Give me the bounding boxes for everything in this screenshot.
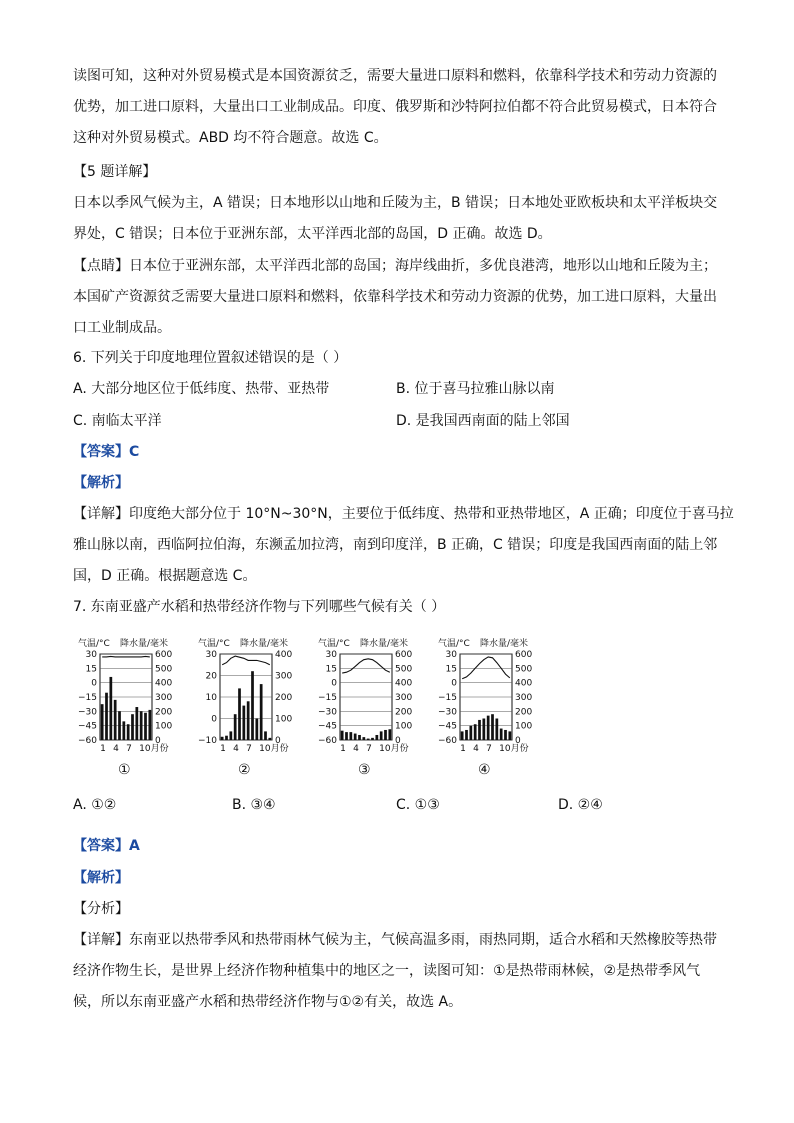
month-tick-label: 7 — [486, 744, 492, 754]
month-tick-label: 10月份 — [499, 744, 529, 754]
precip-bar — [144, 713, 147, 740]
precip-bar — [504, 730, 507, 740]
precip-tick-label: 100 — [155, 721, 173, 732]
precip-tick-label: 200 — [275, 693, 293, 703]
temperature-line — [222, 656, 270, 665]
precip-bar — [268, 738, 271, 740]
paragraph-line: 本国矿产资源贫乏需要大量进口原料和燃料，依靠科学技术和劳动力资源的优势，加工进口原料，大量出 — [73, 289, 717, 305]
precip-axis-title: 降水量/毫米 — [240, 639, 289, 649]
precip-axis-title: 降水量/毫米 — [120, 639, 169, 649]
q7-option-d: D. ②④ — [558, 797, 603, 813]
precip-tick-label: 0 — [395, 736, 401, 746]
temp-tick-label: 0 — [211, 714, 217, 725]
precip-tick-label: 500 — [515, 664, 533, 675]
precip-bar — [251, 671, 254, 740]
q7-option-b: B. ③④ — [232, 797, 276, 813]
month-tick-label: 10月份 — [379, 744, 409, 754]
temperature-line — [462, 657, 510, 679]
q6-option-a: A. 大部分地区位于低纬度、热带、亚热带 — [73, 381, 330, 397]
chart-label: ④ — [478, 762, 491, 778]
temp-tick-label: −15 — [318, 693, 337, 703]
temp-tick-label: −45 — [438, 721, 457, 732]
precip-tick-label: 200 — [395, 707, 413, 718]
precip-bar — [127, 724, 130, 740]
month-tick-label: 1 — [460, 744, 466, 754]
climate-charts-svg — [72, 632, 542, 782]
q7-analysis-label: 【解析】 — [73, 870, 129, 886]
temp-tick-label: 20 — [205, 671, 217, 682]
precip-bar — [260, 684, 263, 740]
temp-tick-label: −30 — [78, 707, 97, 718]
precip-bar — [500, 729, 503, 740]
q6-analysis-label: 【解析】 — [73, 475, 129, 491]
precip-bar — [461, 731, 464, 740]
precip-bar — [238, 688, 241, 740]
temp-tick-label: −60 — [318, 736, 337, 746]
climate-charts — [72, 632, 542, 782]
precip-bar — [367, 739, 370, 740]
paragraph-line: 这种对外贸易模式。ABD 均不符合题意。故选 C。 — [73, 130, 388, 146]
paragraph-line: 读图可知，这种对外贸易模式是本国资源贫乏，需要大量进口原料和燃料，依靠科学技术和劳动力资源的 — [73, 68, 717, 84]
temp-tick-label: 30 — [445, 650, 457, 660]
q7-analysis-sub: 【分析】 — [73, 901, 129, 917]
precip-tick-label: 0 — [155, 736, 161, 746]
precip-bar — [487, 716, 490, 740]
temp-axis-title: 气温/°C — [438, 639, 470, 649]
tip-line: 【点睛】日本位于亚洲东部，太平洋西北部的岛国；海岸线曲折，多优良港湾，地形以山地和丘陵为主； — [73, 258, 717, 274]
temp-axis-title: 气温/°C — [78, 639, 110, 649]
precip-bar — [474, 724, 477, 740]
q7-answer: 【答案】A — [73, 838, 140, 854]
precip-tick-label: 0 — [275, 736, 281, 746]
precip-bar — [380, 731, 383, 740]
precip-tick-label: 200 — [155, 707, 173, 718]
precip-tick-label: 600 — [395, 650, 413, 660]
precip-tick-label: 400 — [395, 678, 413, 689]
q6-option-c: C. 南临太平洋 — [73, 413, 162, 429]
month-tick-label: 4 — [353, 744, 359, 754]
precip-tick-label: 300 — [515, 693, 533, 703]
precip-bar — [247, 701, 250, 740]
temp-tick-label: −45 — [78, 721, 97, 732]
precip-bar — [131, 714, 134, 740]
q6-option-d: D. 是我国西南面的陆上邻国 — [396, 413, 570, 429]
precip-tick-label: 100 — [275, 714, 293, 725]
temp-tick-label: 0 — [91, 678, 97, 689]
precip-bar — [101, 704, 104, 740]
paragraph-line: 优势，加工进口原料，大量出口工业制成品。印度、俄罗斯和沙特阿拉伯都不符合此贸易模式，日本符合 — [73, 99, 717, 115]
precip-bar — [118, 711, 121, 740]
precip-bar — [114, 700, 117, 740]
chart-label: ① — [118, 762, 131, 778]
temp-tick-label: −60 — [438, 736, 457, 746]
month-tick-label: 1 — [100, 744, 106, 754]
precip-bar — [388, 729, 391, 740]
question-6-stem: 6. 下列关于印度地理位置叙述错误的是（ ） — [73, 350, 348, 366]
precip-tick-label: 0 — [515, 736, 521, 746]
climate-chart-1 — [78, 637, 172, 778]
precip-tick-label: 600 — [155, 650, 173, 660]
precip-bar — [362, 737, 365, 740]
temp-tick-label: 15 — [325, 664, 337, 675]
precip-bar — [495, 719, 498, 741]
temp-axis-title: 气温/°C — [198, 639, 230, 649]
q6-answer: 【答案】C — [73, 444, 140, 460]
precip-bar — [508, 731, 511, 740]
precip-bar — [255, 719, 258, 741]
q6-option-b: B. 位于喜马拉雅山脉以南 — [396, 381, 555, 397]
precip-tick-label: 600 — [515, 650, 533, 660]
climate-chart-4 — [438, 637, 532, 778]
question-7-stem: 7. 东南亚盛产水稻和热带经济作物与下列哪些气候有关（ ） — [73, 599, 446, 615]
precip-bar — [358, 735, 361, 740]
month-tick-label: 7 — [246, 744, 252, 754]
precip-tick-label: 500 — [395, 664, 413, 675]
section-heading: 【5 题详解】 — [73, 164, 157, 180]
precip-bar — [221, 737, 224, 740]
temp-tick-label: −30 — [318, 707, 337, 718]
temp-tick-label: −15 — [438, 693, 457, 703]
q7-detail-line: 经济作物生长，是世界上经济作物种植集中的地区之一，读图可知：①是热带雨林候，②是热带季风气 — [73, 963, 701, 979]
paragraph-line: 口工业制成品。 — [73, 320, 171, 336]
temp-tick-label: −10 — [198, 736, 217, 746]
temp-tick-label: 10 — [205, 693, 217, 703]
month-tick-label: 7 — [366, 744, 372, 754]
q7-option-c: C. ①③ — [396, 797, 440, 813]
q7-option-a: A. ①② — [73, 797, 117, 813]
precip-bar — [375, 735, 378, 740]
q7-detail-line: 【详解】东南亚以热带季风和热带雨林气候为主，气候高温多雨，雨热同期，适合水稻和天然橡胶等热带 — [73, 932, 717, 948]
temp-tick-label: 30 — [85, 650, 97, 660]
precip-bar — [105, 693, 108, 740]
precip-bar — [354, 734, 357, 740]
temp-tick-label: 30 — [325, 650, 337, 660]
q6-detail-line: 国，D 正确。根据题意选 C。 — [73, 568, 257, 584]
precip-bar — [242, 706, 245, 740]
chart-label: ② — [238, 762, 251, 778]
precip-tick-label: 200 — [515, 707, 533, 718]
precip-tick-label: 300 — [275, 671, 293, 682]
month-tick-label: 1 — [340, 744, 346, 754]
temperature-line — [342, 659, 390, 673]
precip-bar — [264, 731, 267, 740]
precip-bar — [229, 731, 232, 740]
precip-bar — [234, 714, 237, 740]
temp-tick-label: 0 — [451, 678, 457, 689]
precip-bar — [469, 726, 472, 740]
climate-chart-2 — [198, 637, 292, 778]
precip-tick-label: 400 — [155, 678, 173, 689]
precip-bar — [349, 732, 352, 740]
climate-chart-3 — [318, 637, 412, 778]
temp-tick-label: −30 — [438, 707, 457, 718]
temp-tick-label: 0 — [331, 678, 337, 689]
temp-axis-title: 气温/°C — [318, 639, 350, 649]
month-tick-label: 10月份 — [139, 744, 169, 754]
temp-tick-label: −15 — [78, 693, 97, 703]
precip-bar — [371, 738, 374, 740]
q7-detail-line: 候，所以东南亚盛产水稻和热带经济作物与①②有关，故选 A。 — [73, 994, 463, 1010]
temperature-line — [102, 656, 150, 657]
month-tick-label: 4 — [233, 744, 239, 754]
precip-bar — [135, 707, 138, 740]
precip-axis-title: 降水量/毫米 — [480, 639, 529, 649]
paragraph-line: 界处，C 错误；日本位于亚洲东部，太平洋西北部的岛国，D 正确。故选 D。 — [73, 226, 552, 242]
temp-tick-label: 15 — [85, 664, 97, 675]
paragraph-line: 日本以季风气候为主，A 错误；日本地形以山地和丘陵为主，B 错误；日本地处亚欧板块和太平洋板块交 — [73, 195, 718, 211]
precip-bar — [384, 730, 387, 740]
temp-tick-label: −60 — [78, 736, 97, 746]
q6-detail-line: 雅山脉以南，西临阿拉伯海，东濒孟加拉湾，南到印度洋，B 正确，C 错误；印度是我国西南面的陆上邻 — [73, 537, 718, 553]
precip-tick-label: 400 — [275, 650, 293, 660]
month-tick-label: 4 — [113, 744, 119, 754]
precip-bar — [225, 736, 228, 740]
precip-bar — [341, 731, 344, 740]
precip-bar — [345, 732, 348, 740]
precip-bar — [109, 677, 112, 740]
precip-bar — [465, 730, 468, 740]
temp-tick-label: 15 — [445, 664, 457, 675]
precip-tick-label: 300 — [155, 693, 173, 703]
precip-bar — [122, 721, 125, 740]
temp-tick-label: 30 — [205, 650, 217, 660]
precip-bar — [148, 710, 151, 740]
precip-tick-label: 100 — [515, 721, 533, 732]
q6-detail-line: 【详解】印度绝大部分位于 10°N~30°N，主要位于低纬度、热带和亚热带地区，A 正确；印度位于喜马拉 — [73, 506, 734, 522]
precip-bar — [140, 711, 143, 740]
precip-tick-label: 400 — [515, 678, 533, 689]
month-tick-label: 4 — [473, 744, 479, 754]
precip-tick-label: 300 — [395, 693, 413, 703]
temp-tick-label: −45 — [318, 721, 337, 732]
month-tick-label: 10月份 — [259, 744, 289, 754]
month-tick-label: 1 — [220, 744, 226, 754]
precip-tick-label: 500 — [155, 664, 173, 675]
chart-label: ③ — [358, 762, 371, 778]
month-tick-label: 7 — [126, 744, 132, 754]
precip-axis-title: 降水量/毫米 — [360, 639, 409, 649]
precip-bar — [478, 720, 481, 740]
precip-bar — [482, 719, 485, 741]
precip-bar — [491, 714, 494, 740]
precip-tick-label: 100 — [395, 721, 413, 732]
